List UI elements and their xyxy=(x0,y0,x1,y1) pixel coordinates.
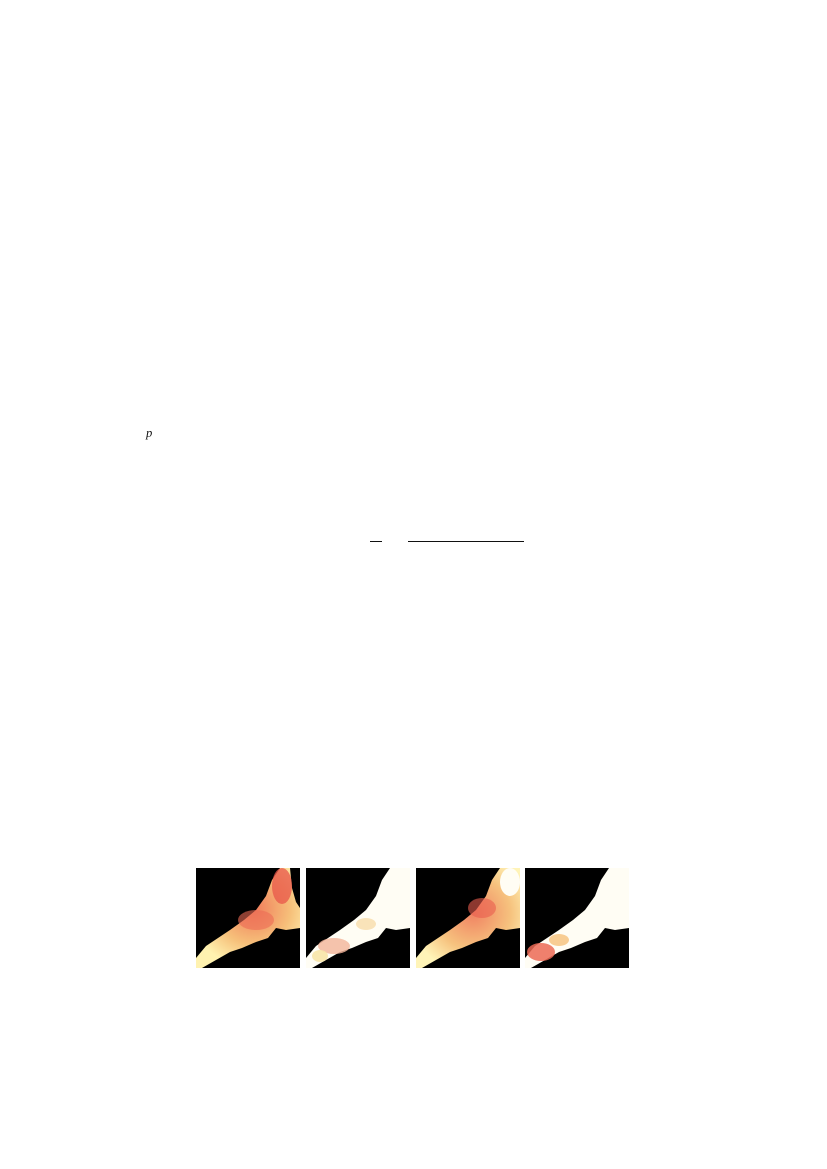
btb-map-gt20 xyxy=(525,868,629,968)
figure4-chart xyxy=(140,633,685,773)
btb-map-gt15 xyxy=(416,868,520,968)
section-7-heading xyxy=(146,392,158,412)
section-7-2-heading xyxy=(146,827,156,842)
section-7-1-heading xyxy=(146,581,156,596)
figure3-right-chart xyxy=(412,140,662,302)
nlpl-equation xyxy=(300,518,540,578)
btb-map-gt12 xyxy=(306,868,410,968)
section-7-paragraph: p xyxy=(146,426,153,440)
btb-map-gt9 xyxy=(196,868,300,968)
figure3-left-chart xyxy=(180,140,420,302)
